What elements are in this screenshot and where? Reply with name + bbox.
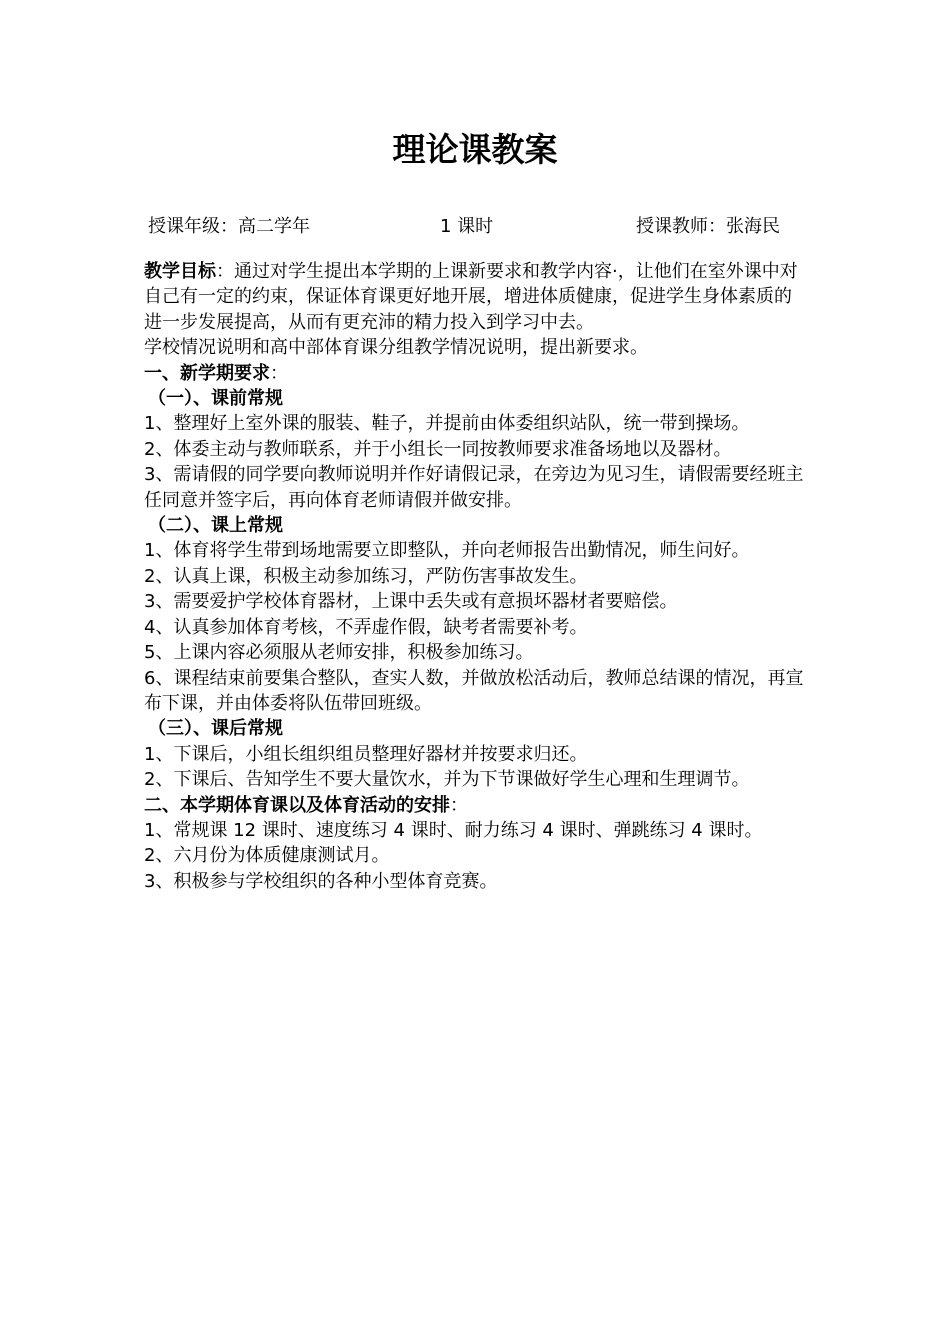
in-class-heading: （二）、课上常规	[148, 515, 283, 537]
teacher-info: 授课教师：张海民	[636, 216, 780, 237]
list-item: 3、需要爱护学校体育器材，上课中丢失或有意损坏器材者要赔偿。	[144, 591, 678, 613]
lesson-content	[144, 259, 808, 894]
list-item: 2、六月份为体质健康测试月。	[144, 845, 390, 867]
list-item: 3、积极参与学校组织的各种小型体育竞赛。	[144, 870, 498, 892]
grade-info: 授课年级：高二学年	[148, 216, 310, 237]
list-item: 1、下课后，小组长组织组员整理好器材并按要求归还。	[144, 743, 588, 765]
list-item: 1、体育将学生带到场地需要立即整队，并向老师报告出勤情况，师生问好。	[144, 540, 750, 562]
section2-colon: ：	[450, 794, 468, 816]
page-title: 理论课教案	[392, 130, 558, 169]
intro-paragraph: 学校情况说明和高中部体育课分组教学情况说明，提出新要求。	[144, 337, 648, 359]
objective-text: ：通过对学生提出本学期的上课新要求和教学内容·，让他们在室外课中对自己有一定的约束，保证体育课更好地开展，增进体质健康，促进学生身体素质的进一步发展提高，从而有更充沛的精力投入到学习中去。	[144, 261, 798, 333]
list-item: 3、需请假的同学要向教师说明并作好请假记录，在旁边为见习生，请假需要经班主任同意并签字后，再向体育老师请假并做安排。	[144, 464, 804, 511]
list-item: 2、下课后、告知学生不要大量饮水，并为下节课做好学生心理和生理调节。	[144, 769, 750, 791]
section2-heading: 二、本学期体育课以及体育活动的安排	[144, 794, 450, 816]
list-item: 4、认真参加体育考核，不弄虚作假，缺考者需要补考。	[144, 616, 588, 638]
list-item: 1、整理好上室外课的服装、鞋子，并提前由体委组织站队，统一带到操场。	[144, 413, 750, 435]
objective-label: 教学目标	[144, 261, 216, 282]
section1-heading: 一、新学期要求	[144, 362, 270, 384]
list-item: 6、课程结束前要集合整队，查实人数，并做放松活动后，教师总结课的情况，再宣布下课，并由体委将队伍带回班级。	[144, 667, 804, 714]
list-item: 2、认真上课，积极主动参加练习，严防伤害事故发生。	[144, 565, 588, 587]
objective-paragraph	[144, 259, 808, 335]
section2-heading-line	[144, 793, 808, 818]
list-item: 2、体委主动与教师联系，并于小组长一同按教师要求准备场地以及器材。	[144, 438, 732, 460]
list-item: 1、常规课 12 课时、速度练习 4 课时、耐力练习 4 课时、弹跳练习 4 课时。	[144, 819, 763, 841]
section1-colon: ：	[270, 362, 288, 384]
section1-heading-line	[144, 361, 808, 386]
list-item: 5、上课内容必须服从老师安排，积极参加练习。	[144, 642, 534, 664]
after-class-heading: （三）、课后常规	[148, 718, 283, 740]
hours-info: 1 课时	[440, 216, 494, 237]
pre-class-heading: （一）、课前常规	[148, 388, 283, 410]
